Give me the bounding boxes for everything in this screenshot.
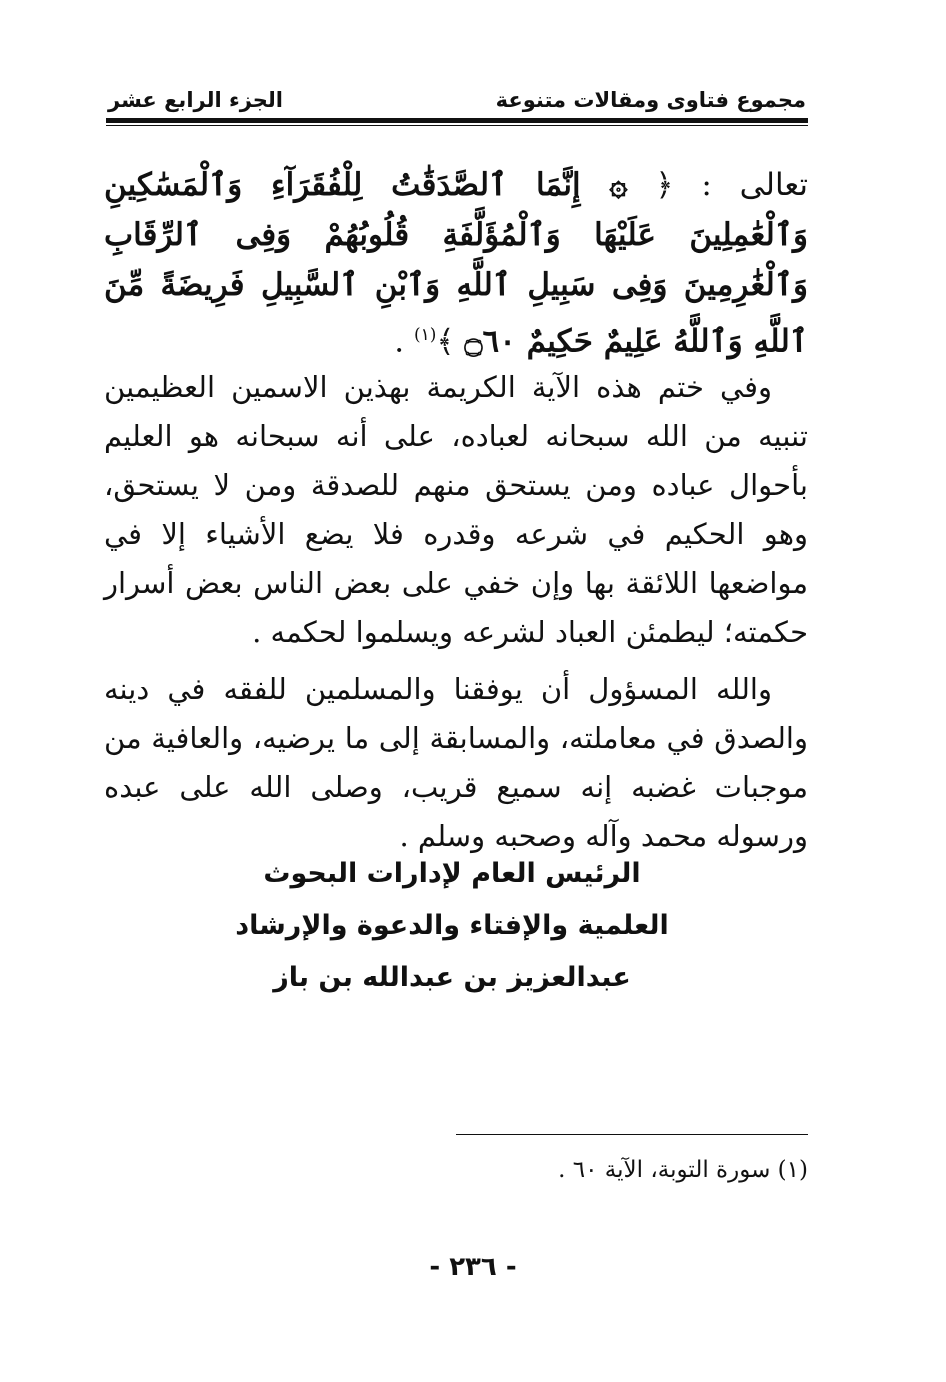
signature-title-continued: العلمية والإفتاء والدعوة والإرشاد [235,910,669,941]
header-rule [106,118,808,126]
verse-text: ۞ إِنَّمَا ٱلصَّدَقَٰتُ لِلْفُقَرَآءِ وَٱلْمَسَٰكِينِ وَٱلْعَٰمِلِينَ عَلَيْهَا وَٱلْمُؤَلَّفَةِ قُلُوبُهُمْ وَفِى ٱلرِّقَابِ وَٱلْغَٰرِمِينَ وَفِى سَبِيلِ ٱللَّهِ وَٱبْنِ ٱلسَّبِيلِ فَرِيضَةً مِّنَ ٱللَّهِ وَٱللَّهُ عَلِيمٌ حَكِيمٌ ۝٦٠ [104,167,808,360]
footnote: (١) سورة التوبة، الآية ٦٠ . [558,1157,808,1183]
verse-close-bracket: ﴾ [436,323,455,360]
running-header [108,84,806,116]
book-title: مجموع فتاوى ومقالات متنوعة [495,88,806,112]
signature-name: عبدالعزيز بن عبدالله بن باز [273,962,631,993]
volume-label: الجزء الرابع عشر [108,88,283,112]
verse-intro: تعالى : [701,167,808,203]
verse-end: . [394,323,405,360]
page-number: - ٢٣٦ - [429,1252,517,1282]
signature-block [180,848,724,1004]
footnote-rule [456,1134,808,1135]
signature-title: الرئيس العام لإدارات البحوث [263,858,641,889]
footnote-marker: (١) [413,325,437,345]
paragraph: والله المسؤول أن يوفقنا والمسلمين للفقه في دينه والصدق في معاملته، والمسابقة إلى ما يرضيه، والعافية من موجبات غضبه إنه سميع قريب، وصلى الله على عبده ورسوله محمد وآله وصحبه وسلم . [104,672,808,853]
quran-verse-block [104,160,808,366]
paragraph: وفي ختم هذه الآية الكريمة بهذين الاسمين العظيمين تنبيه من الله سبحانه لعباده، على أنه سبحانه هو العليم بأحوال عباده ومن يستحق منهم للصدقة ومن لا يستحق، وهو الحكيم في شرعه وقدره فلا يضع الأشياء إلا في مواضعها اللائقة بها وإن خفي على بعض الناس بعض أسرار حكمته؛ ليطمئن العباد لشرعه ويسلموا لحكمه . [104,370,808,649]
verse-open-bracket: ﴿ [655,167,674,203]
